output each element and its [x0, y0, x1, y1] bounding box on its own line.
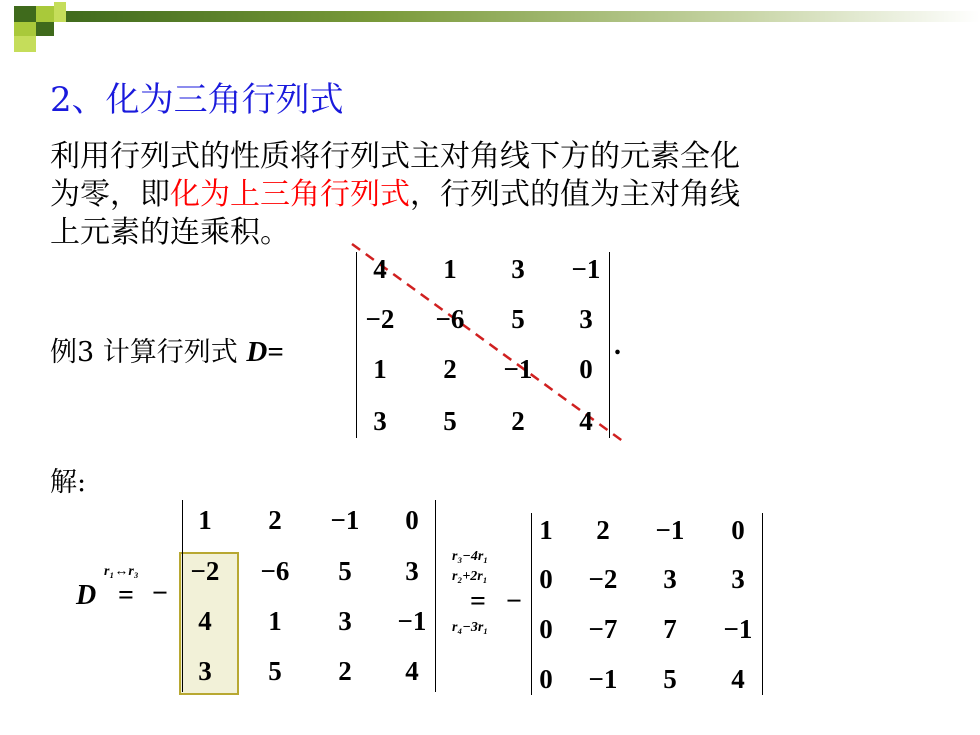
example-label-text: 例3 计算行列式 — [50, 337, 238, 368]
matrix-cell: 0 — [539, 564, 553, 594]
matrix-cell: 4 — [731, 664, 745, 694]
matrix-cell: −1 — [503, 354, 533, 384]
matrix-cell: 2 — [268, 505, 282, 535]
solution-symbol: D — [76, 580, 97, 611]
matrix-cell: −1 — [571, 254, 601, 284]
matrix-cell: −1 — [397, 606, 427, 636]
matrix-cell: 4 — [373, 254, 387, 284]
example-period: . — [614, 330, 621, 361]
matrix-cell: 0 — [405, 505, 419, 535]
matrix-cell: −6 — [260, 556, 290, 586]
matrix-cell: 0 — [539, 614, 553, 644]
matrix-cell: −7 — [588, 614, 618, 644]
matrix-cell: 0 — [579, 354, 593, 384]
intro-line-2-pre: 为零，即 — [50, 177, 170, 212]
matrix-cell: 3 — [338, 606, 352, 636]
matrix-cell: 3 — [511, 254, 525, 284]
matrix-cell: 5 — [663, 664, 677, 694]
matrix-cell: 4 — [405, 656, 419, 686]
matrix-cell: 3 — [731, 564, 745, 594]
matrix-cell: −1 — [655, 515, 685, 545]
intro-line-2-post: ，行列式的值为主对角线 — [410, 177, 740, 212]
matrix-cell: 4 — [198, 606, 212, 636]
matrix-cell: 5 — [511, 304, 525, 334]
solution-minus: − — [152, 578, 168, 609]
matrix-cell: −2 — [190, 556, 220, 586]
matrix-cell: 3 — [663, 564, 677, 594]
matrix-cell: −2 — [588, 564, 618, 594]
matrix-cell: −1 — [330, 505, 360, 535]
matrix-cell: 5 — [268, 656, 282, 686]
matrix-cell: 0 — [539, 664, 553, 694]
intro-line-1: 利用行列式的性质将行列式主对角线下方的元素全化 — [50, 139, 740, 174]
matrix-cell: −1 — [723, 614, 753, 644]
solution-label: 解: — [50, 467, 87, 498]
intro-highlight: 化为上三角行列式 — [170, 177, 410, 212]
matrix-cell: 5 — [443, 406, 457, 436]
matrix-cell: 3 — [373, 406, 387, 436]
row-op: r₂+2r₁ — [452, 569, 488, 584]
row-op: r₃−4r₁ — [452, 549, 489, 564]
matrix-cell: 1 — [443, 254, 457, 284]
matrix-cell: 2 — [596, 515, 610, 545]
matrix-cell: 2 — [443, 354, 457, 384]
matrix-cell: 2 — [338, 656, 352, 686]
matrix-cell: −1 — [588, 664, 618, 694]
matrix-cell: 1 — [198, 505, 212, 535]
row-op: r₄−3r₁ — [452, 620, 489, 635]
solution-minus-2: − — [506, 586, 522, 617]
matrix-cell: 3 — [198, 656, 212, 686]
matrix-cell: 4 — [579, 406, 593, 436]
solution-equals-2: = — [470, 586, 486, 617]
matrix-cell: 0 — [731, 515, 745, 545]
matrix-cell: −2 — [365, 304, 395, 334]
section-title: 2、化为三角行列式 — [50, 80, 344, 120]
matrix-cell: 5 — [338, 556, 352, 586]
matrix-cell: 2 — [511, 406, 525, 436]
intro-line-3: 上元素的连乘积。 — [50, 215, 290, 250]
matrix-cell: 1 — [268, 606, 282, 636]
matrix-cell: 1 — [373, 354, 387, 384]
example-equals: = — [267, 336, 284, 368]
matrix-cell: 1 — [539, 515, 553, 545]
example-symbol: D — [246, 336, 268, 368]
swap-op: r₁↔r₃ — [104, 564, 139, 579]
matrix-cell: 7 — [663, 614, 677, 644]
matrix-cell: −6 — [435, 304, 465, 334]
solution-equals: = — [118, 580, 134, 611]
matrix-cell: 3 — [579, 304, 593, 334]
matrix-cell: 3 — [405, 556, 419, 586]
